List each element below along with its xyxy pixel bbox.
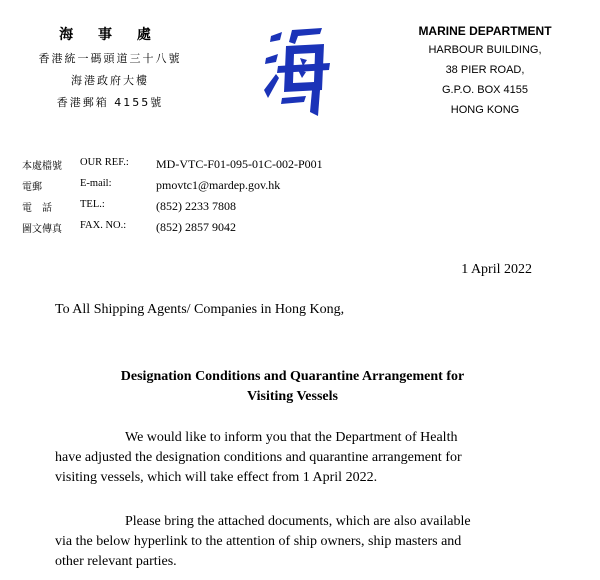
department-name-zh: 海 事 處 [59, 27, 161, 43]
letterhead-english [400, 24, 570, 120]
tel-value: (852) 2233 7808 [156, 199, 236, 213]
paragraph-line: have adjusted the designation conditions and quarantine arrangement for [55, 450, 462, 465]
ref-label-zh: 本處檔號 [22, 161, 62, 172]
ref-label-en: TEL.: [80, 199, 105, 210]
ref-label-zh: 電 話 [22, 203, 52, 214]
ref-label-zh: 電郵 [22, 182, 42, 193]
department-name-en: MARINE DEPARTMENT [418, 24, 552, 38]
marine-department-logo-icon [262, 28, 330, 120]
paragraph-line: We would like to inform you that the Department of Health [125, 430, 458, 445]
ref-label-en: FAX. NO.: [80, 220, 127, 231]
address-line-zh: 香港統一碼頭道三十八號 [38, 52, 182, 65]
our-ref-value: MD-VTC-F01-095-01C-002-P001 [156, 157, 323, 171]
subject-heading [55, 367, 530, 407]
fax-value: (852) 2857 9042 [156, 220, 236, 234]
address-line-en: 38 PIER ROAD, [445, 64, 525, 76]
ref-label-zh: 圖文傳真 [22, 224, 62, 235]
address-line-en: G.P.O. BOX 4155 [441, 84, 528, 96]
ref-label-en: OUR REF.: [80, 157, 129, 168]
address-line-zh: 香港郵箱 4155號 [56, 96, 164, 109]
salutation: To All Shipping Agents/ Companies in Hong Kong, [55, 302, 345, 317]
letterhead-chinese [0, 24, 220, 114]
paragraph-line: other relevant parties. [55, 554, 177, 569]
ref-label-en: E-mail: [80, 178, 112, 189]
address-line-zh: 海港政府大樓 [71, 74, 149, 87]
subject-line: Visiting Vessels [247, 389, 338, 404]
paragraph-line: visiting vessels, which will take effect from 1 April 2022. [55, 470, 378, 485]
letter-date: 1 April 2022 [461, 262, 532, 277]
paragraph-line: via the below hyperlink to the attention of ship owners, ship masters and [55, 534, 462, 549]
address-line-en: HONG KONG [450, 104, 520, 116]
paragraph-line: Please bring the attached documents, which are also available [125, 514, 471, 529]
subject-line: Designation Conditions and Quarantine Arrangement for [120, 369, 465, 384]
email-link[interactable]: pmovtc1@mardep.gov.hk [156, 178, 281, 192]
address-line-en: HARBOUR BUILDING, [428, 44, 542, 56]
body-paragraph [55, 512, 533, 572]
body-paragraph [55, 428, 533, 488]
